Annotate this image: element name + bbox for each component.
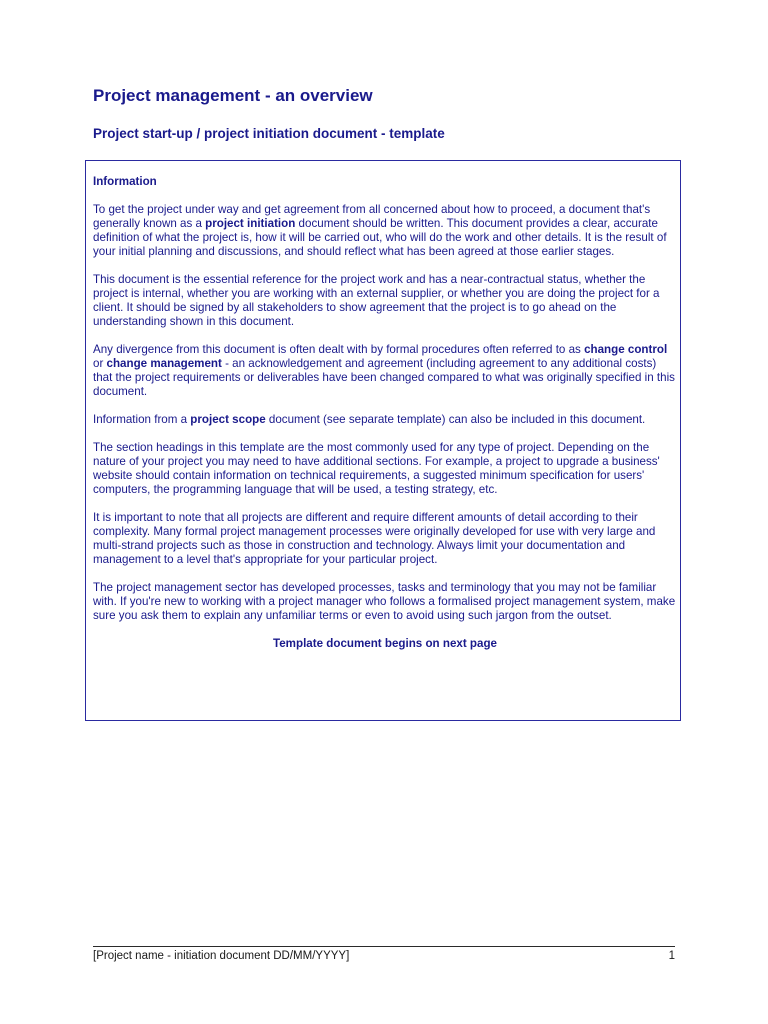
paragraph-text: or [93,357,107,370]
information-heading: Information [93,175,157,188]
document-subtitle: Project start-up / project initiation document - template [93,126,445,141]
information-box [85,160,681,721]
paragraph-text: Any divergence from this document is often dealt with by formal procedures often referred to as [93,343,585,356]
template-begins-note: Template document begins on next page [273,637,497,650]
paragraph-project-scope [93,413,677,427]
paragraph-text: To get the project under way and get agreement from all concerned about how to proceed, a document that's generally known as a [93,203,651,230]
paragraph-text: document should be written. This document provides a clear, accurate definition of what the project is, how it will be carried out, who will do the work and other details. It is the result of your initial planning and discussions, and should reflect what has been agreed at those earlier stages. [93,217,667,258]
term-change-management: change management [106,357,222,370]
term-project-initiation: project initiation [205,217,296,230]
footer-page-number: 1 [668,950,675,962]
document-title: Project management - an overview [93,86,373,105]
term-project-scope: project scope [190,413,266,426]
information-content [93,175,677,651]
paragraph-text: document (see separate template) can also be included in this document. [265,413,646,426]
paragraph-section-headings: The section headings in this template are the most commonly used for any type of project. Depending on the nature of your project you may need to have additional sections. For example, a project to upgrade a business' website should contain information on technical requirements, a suggested minimum specification for users' computers, the programming language that will be used, a testing strategy, etc. [93,441,660,496]
paragraph-project-initiation [93,203,677,259]
footer-divider [93,946,675,947]
paragraph-text: Information from a [93,413,191,426]
term-change-control: change control [584,343,668,356]
paragraph-essential-reference: This document is the essential reference for the project work and has a near-contractual status, whether the project is internal, whether you are working with an external supplier, or whether you are doing the project for a client. It should be signed by all stakeholders to show agreement that the project is to go ahead on the understanding shown in this document. [93,273,660,328]
paragraph-change-control [93,343,677,399]
paragraph-complexity: It is important to note that all projects are different and require different amounts of detail according to their complexity. Many formal project management processes were originally developed for use with very large and multi-strand projects such as those in construction and technology. Always limit your documentation and management to a level that's appropriate for your particular project. [93,511,656,566]
paragraph-text: - an acknowledgement and agreement (including agreement to any additional costs) that the project requirements or deliverables have been changed compared to what was originally specified in this document. [93,357,675,398]
footer-document-name: [Project name - initiation document DD/MM/YYYY] [93,950,350,962]
paragraph-terminology: The project management sector has developed processes, tasks and terminology that you may not be familiar with. If you're new to working with a project manager who follows a formalised project management system, make sure you ask them to explain any unfamiliar terms or even to avoid using such jargon from the outset. [93,581,676,622]
